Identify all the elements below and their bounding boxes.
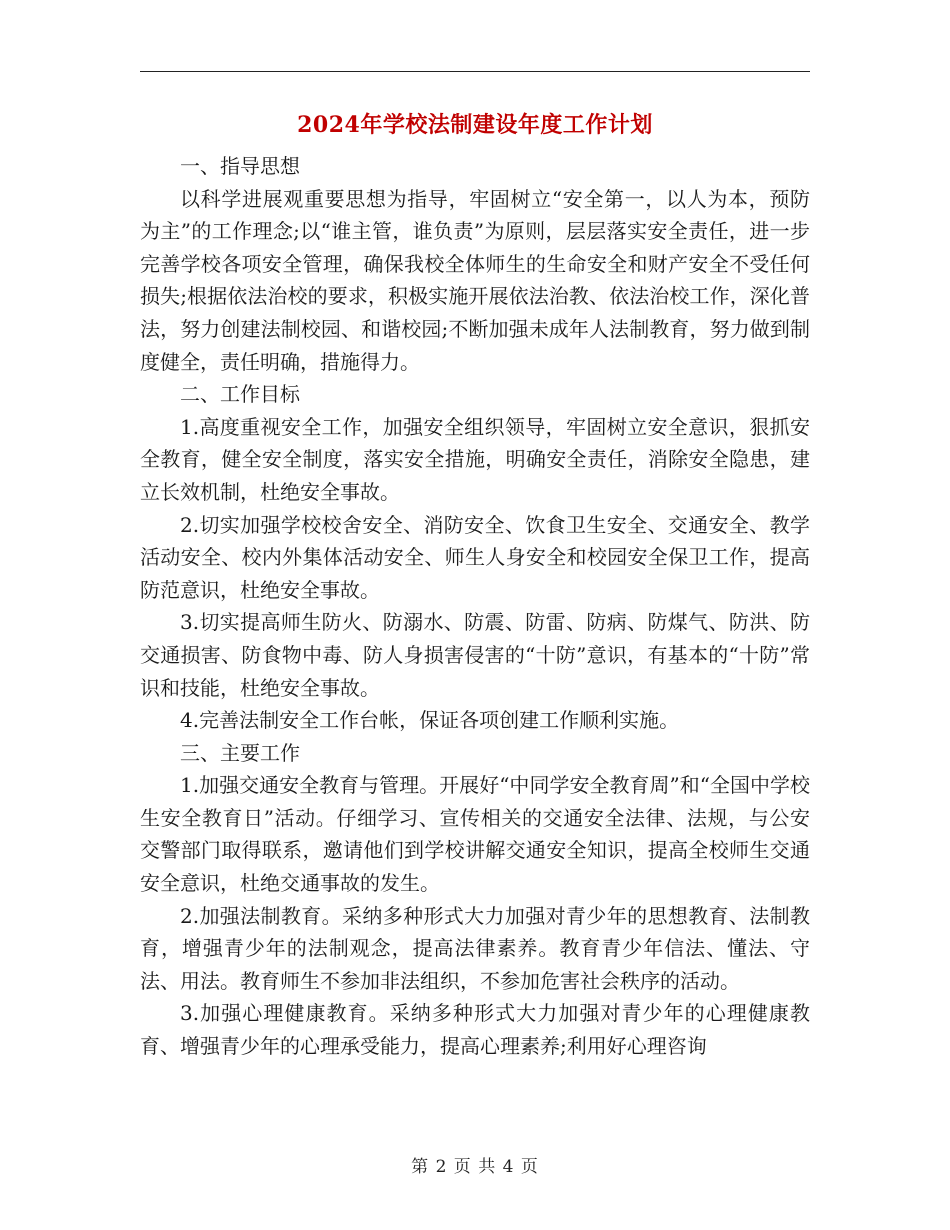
section-heading-work-goals: 二、工作目标 — [180, 382, 300, 407]
header-rule — [140, 71, 810, 72]
section-heading-main-work: 三、主要工作 — [180, 740, 300, 765]
document-body — [140, 150, 810, 1063]
list-item: 3.切实提高师生防火、防溺水、防震、防雷、防病、防煤气、防洪、防交通损害、防食物中毒、防人身损害侵害的“十防”意识，有基本的“十防”常识和技能，杜绝安全事故。 — [140, 610, 810, 700]
page-title: 2024年学校法制建设年度工作计划 — [297, 112, 653, 138]
list-item: 1.高度重视安全工作，加强安全组织领导，牢固树立安全意识，狠抓安全教育，健全安全制度，落实安全措施，明确安全责任，消除安全隐患，建立长效机制，杜绝安全事故。 — [140, 414, 810, 504]
list-item: 3.加强心理健康教育。采纳多种形式大力加强对青少年的心理健康教育、增强青少年的心理承受能力，提高心理素养;利用好心理咨询 — [140, 1001, 810, 1059]
page-number: 第 2 页 共 4 页 — [411, 1157, 539, 1177]
list-item: 4.完善法制安全工作台帐，保证各项创建工作顺利实施。 — [180, 708, 680, 733]
list-item: 1.加强交通安全教育与管理。开展好“中同学安全教育周”和“全国中学校生安全教育日”活动。仔细学习、宣传相关的交通安全法律、法规，与公安交警部门取得联系，邀请他们到学校讲解交通安全知识，提高全校师生交通安全意识，杜绝交通事故的发生。 — [140, 773, 810, 896]
list-item: 2.切实加强学校校舍安全、消防安全、饮食卫生安全、交通安全、教学活动安全、校内外集体活动安全、师生人身安全和校园安全保卫工作，提高防范意识，杜绝安全事故。 — [140, 512, 810, 602]
list-item: 2.加强法制教育。采纳多种形式大力加强对青少年的思想教育、法制教育，增强青少年的法制观念，提高法律素养。教育青少年信法、懂法、守法、用法。教育师生不参加非法组织，不参加危害社会秩序的活动。 — [140, 903, 810, 993]
paragraph: 以科学进展观重要思想为指导，牢固树立“安全第一，以人为本，预防为主”的工作理念;以“谁主管，谁负责”为原则，层层落实安全责任，进一步完善学校各项安全管理，确保我校全体师生的生命安全和财产安全不受任何损失;根据依法治校的要求，积极实施开展依法治教、依法治校工作，深化普法，努力创建法制校园、和谐校园;不断加强未成年人法制教育，努力做到制度健全，责任明确，措施得力。 — [140, 186, 810, 374]
section-heading-guiding-ideology: 一、指导思想 — [180, 154, 300, 178]
